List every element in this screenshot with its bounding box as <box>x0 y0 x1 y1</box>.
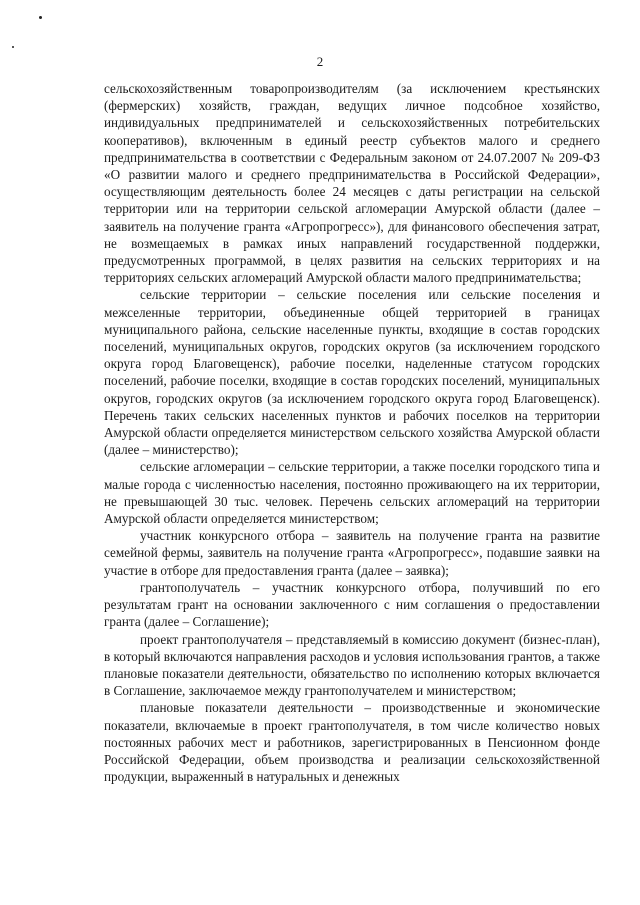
paragraph-grant-recipient-definition: грантополучатель – участник конкурсного отбора, получивший по его результатам грант на основании заключенного с ним соглашения о предоставлении гранта (далее – Соглашение); <box>104 579 600 630</box>
paragraph-rural-agglomerations-definition: сельские агломерации – сельские территории, а также поселки городского типа и малые города с численностью населения, постоянно проживающего на их территории, не превышающей 30 тыс. человек. Перечень сельских агломераций на территории Амурской области определяется министерством; <box>104 459 600 527</box>
document-body <box>104 80 600 785</box>
paragraph-recipient-project-definition: проект грантополучателя – представляемый в комиссию документ (бизнес-план), в который включаются направления расходов и условия использования грантов, а также плановые показатели деятельности, обязательство по исполнению которых включается в Соглашение, заключаемое между грантополучателем и министерством; <box>104 631 600 699</box>
paragraph-planned-indicators-definition: плановые показатели деятельности – производственные и экономические показатели, включаемые в проект грантополучателя, в том числе количество новых постоянных рабочих мест и работников, зарегистрированных в Пенсионном фонде Российской Федерации, объем производства и реализации сельскохозяйственной продукции, выраженный в натуральных и денежных <box>104 700 600 785</box>
paragraph-grant-agroprogress-definition: сельскохозяйственным товаропроизводителям (за исключением крестьянских (фермерских) хозяйств, граждан, ведущих личное подсобное хозяйство, индивидуальных предпринимателей и сельскохозяйственных потребительских кооперативов), включенным в единый реестр субъектов малого и среднего предпринимательства в соответствии с Федеральным законом от 24.07.2007 № 209-ФЗ «О развитии малого и среднего предпринимательства в Российской Федерации», осуществляющим деятельность более 24 месяцев с даты регистрации на сельской территории или на территории сельской агломерации Амурской области (далее – заявитель на получение гранта «Агропрогресс»), для финансового обеспечения затрат, не возмещаемых в рамках иных направлений государственной поддержки, предусмотренных программой, в целях развития на сельских территориях и на территориях сельских агломераций Амурской области малого предпринимательства; <box>104 81 600 286</box>
scan-speck <box>39 16 42 19</box>
paragraph-rural-territories-definition: сельские территории – сельские поселения или сельские поселения и межселенные территории, объединенные общей территорией в границах муниципального района, сельские населенные пункты, входящие в состав городских поселений, муниципальных округов, городских округов (за исключением городского округа город Благовещенск), рабочие поселки, наделенные статусом городских поселений, рабочие поселки, входящие в состав городских поселений, муниципальных округов, городских округов (за исключением городского округа город Благовещенск). Перечень таких сельских населенных пунктов и рабочих поселков на территории Амурской области определяется министерством сельского хозяйства Амурской области (далее – министерство); <box>104 287 600 458</box>
page-number: 2 <box>316 54 324 69</box>
paragraph-selection-participant-definition: участник конкурсного отбора – заявитель на получение гранта на развитие семейной фермы, заявитель на получение гранта «Агропрогресс», подавшие заявки на участие в отборе для предоставления гранта (далее – заявка); <box>104 528 600 578</box>
scan-speck <box>12 46 14 48</box>
